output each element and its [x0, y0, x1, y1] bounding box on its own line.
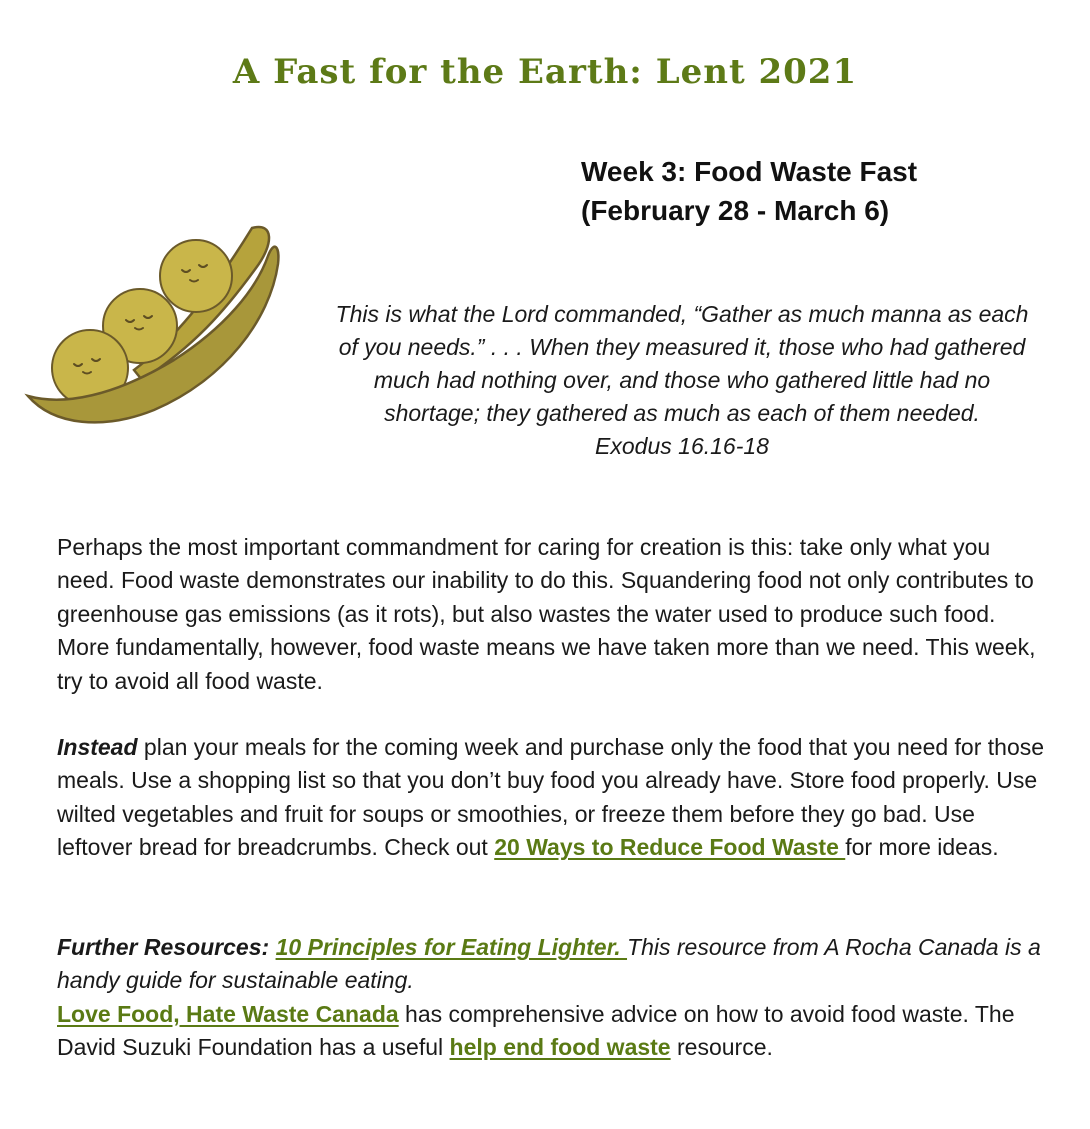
instead-text: plan your meals for the coming week and purchase only the food that you need for those meals. Use a shopping list so that you don’t buy food you already have. Store food properly. Use wilted vegetables and fruit for soups or smoothies, or freeze them before they go bad. Use leftover bread for breadcrumbs. Check out	[57, 734, 1045, 861]
resources-text1: This resource from A Rocha Canada is a handy guide for sustainable eating.	[57, 934, 1041, 994]
page-title: A Fast for the Earth: Lent 2021	[232, 52, 858, 92]
instead-lead: Instead	[57, 734, 138, 760]
instead-paragraph	[57, 731, 1047, 865]
quote-text: This is what the Lord commanded, “Gather as much manna as each of you needs.” . . . When they measured it, those who had gathered much had nothing over, and those who gathered little had no shortage; they gathered as much as each of them needed.	[335, 301, 1029, 426]
resources-lead: Further Resources:	[57, 934, 270, 960]
week-dates: (February 28 - March 6)	[581, 195, 890, 226]
pea-right	[160, 240, 232, 312]
week-title: Week 3: Food Waste Fast	[581, 156, 918, 187]
link-love-food-hate-waste[interactable]: Love Food, Hate Waste Canada	[57, 1000, 399, 1027]
resources-paragraph	[57, 931, 1047, 1065]
resources-text3: resource.	[670, 1034, 773, 1061]
link-20-ways[interactable]: 20 Ways to Reduce Food Waste	[494, 834, 846, 861]
instead-after: for more ideas.	[845, 834, 999, 861]
link-help-end-food-waste[interactable]: help end food waste	[449, 1034, 671, 1061]
week-heading	[581, 152, 1061, 230]
quote-reference: Exodus 16.16-18	[595, 433, 769, 459]
resources-text2: has comprehensive advice on how to avoid food waste. The David Suzuki Foundation has a useful	[57, 1000, 1015, 1061]
pea-pod-icon	[24, 220, 304, 435]
scripture-quote	[326, 298, 1038, 463]
link-10-principles[interactable]: 10 Principles for Eating Lighter.	[275, 934, 628, 960]
intro-paragraph: Perhaps the most important commandment for caring for creation is this: take only what you need. Food waste demonstrates our inability to do this. Squandering food not only contributes to greenhouse gas emissions (as it rots), but also wastes the water used to produce such food. More fundamentally, however, food waste means we have taken more than we need. This week, try to avoid all food waste.	[57, 534, 1036, 694]
